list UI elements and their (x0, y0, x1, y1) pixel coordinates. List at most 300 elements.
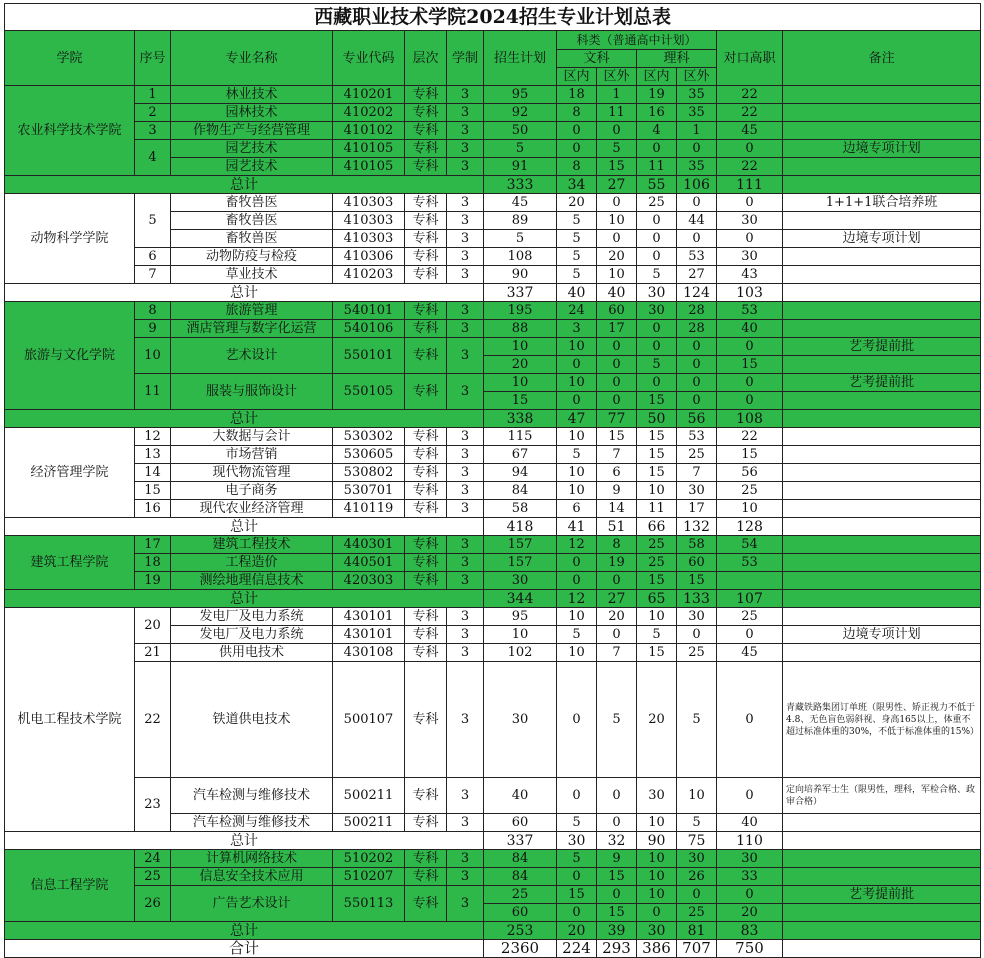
row-arts-in: 10 (557, 644, 597, 662)
subtotal-row (5, 922, 981, 940)
row-remark (783, 158, 981, 176)
table-row (5, 248, 981, 266)
row-science-out: 7 (677, 464, 717, 482)
row-code: 410201 (333, 86, 405, 104)
grand-total-label: 合计 (5, 940, 484, 958)
subtotal-science-in: 30 (637, 922, 677, 940)
row-arts-out: 19 (597, 554, 637, 572)
header-science: 理科 (637, 50, 717, 68)
table-row (5, 374, 981, 392)
row-years: 3 (447, 212, 484, 230)
row-remark (783, 644, 981, 662)
subtotal-label: 总计 (5, 590, 484, 608)
row-vocational: 30 (717, 212, 783, 230)
row-major: 畜牧兽医 (171, 230, 333, 248)
subtotal-plan: 337 (484, 832, 557, 850)
row-arts-in: 10 (557, 608, 597, 626)
table-row (5, 536, 981, 554)
row-seq: 22 (135, 662, 171, 778)
row-science-in: 0 (637, 338, 677, 356)
row-science-out: 30 (677, 850, 717, 868)
row-science-in: 5 (637, 626, 677, 644)
row-plan: 15 (484, 392, 557, 410)
subtotal-arts-in: 47 (557, 410, 597, 428)
row-years: 3 (447, 320, 484, 338)
row-science-in: 15 (637, 428, 677, 446)
row-arts-out: 0 (597, 356, 637, 374)
subtotal-remark (783, 284, 981, 302)
row-level: 专科 (405, 86, 447, 104)
table-row (5, 464, 981, 482)
row-vocational: 0 (717, 886, 783, 904)
table-row (5, 572, 981, 590)
row-science-in: 0 (637, 904, 677, 922)
table-row (5, 86, 981, 104)
row-years: 3 (447, 428, 484, 446)
subtotal-vocational: 108 (717, 410, 783, 428)
subtotal-label: 总计 (5, 922, 484, 940)
row-level: 专科 (405, 608, 447, 626)
subtotal-vocational: 110 (717, 832, 783, 850)
subtotal-remark (783, 176, 981, 194)
row-plan: 102 (484, 644, 557, 662)
row-plan: 60 (484, 904, 557, 922)
row-level: 专科 (405, 338, 447, 374)
row-vocational: 0 (717, 392, 783, 410)
row-vocational: 0 (717, 194, 783, 212)
row-remark (783, 266, 981, 284)
row-seq: 26 (135, 886, 171, 922)
row-arts-in: 20 (557, 194, 597, 212)
row-arts-in: 15 (557, 886, 597, 904)
row-remark (783, 482, 981, 500)
row-arts-in: 0 (557, 140, 597, 158)
row-arts-in: 5 (557, 212, 597, 230)
row-science-in: 11 (637, 500, 677, 518)
row-plan: 88 (484, 320, 557, 338)
row-arts-in: 3 (557, 320, 597, 338)
row-vocational: 22 (717, 104, 783, 122)
row-remark (783, 212, 981, 230)
table-row (5, 850, 981, 868)
row-plan: 30 (484, 662, 557, 778)
row-years: 3 (447, 868, 484, 886)
row-science-in: 5 (637, 266, 677, 284)
row-remark (783, 320, 981, 338)
college-name: 机电工程技术学院 (5, 608, 135, 832)
row-vocational: 0 (717, 140, 783, 158)
row-arts-in: 5 (557, 814, 597, 832)
subtotal-remark (783, 518, 981, 536)
row-years: 3 (447, 778, 484, 814)
row-vocational: 56 (717, 464, 783, 482)
row-plan: 84 (484, 868, 557, 886)
row-major: 畜牧兽医 (171, 212, 333, 230)
subtotal-arts-out: 51 (597, 518, 637, 536)
row-vocational: 54 (717, 536, 783, 554)
row-level: 专科 (405, 500, 447, 518)
row-arts-out: 0 (597, 626, 637, 644)
row-remark (783, 868, 981, 886)
row-remark (783, 428, 981, 446)
row-seq: 4 (135, 140, 171, 176)
row-arts-out: 9 (597, 850, 637, 868)
row-arts-out: 0 (597, 122, 637, 140)
row-major: 作物生产与经营管理 (171, 122, 333, 140)
subtotal-science-out: 106 (677, 176, 717, 194)
row-level: 专科 (405, 554, 447, 572)
row-level: 专科 (405, 302, 447, 320)
row-arts-out: 20 (597, 608, 637, 626)
row-arts-in: 0 (557, 554, 597, 572)
row-science-out: 0 (677, 338, 717, 356)
subtotal-science-out: 81 (677, 922, 717, 940)
row-seq: 21 (135, 644, 171, 662)
college-name: 建筑工程学院 (5, 536, 135, 590)
row-arts-in: 5 (557, 248, 597, 266)
row-seq: 24 (135, 850, 171, 868)
table-row (5, 194, 981, 212)
header-seq: 序号 (135, 31, 171, 86)
row-vocational: 10 (717, 500, 783, 518)
grand-total-science-out: 707 (677, 940, 717, 958)
row-arts-out: 10 (597, 266, 637, 284)
table-row (5, 320, 981, 338)
row-science-in: 30 (637, 778, 677, 814)
header-arts-out: 区外 (597, 68, 637, 86)
row-seq: 20 (135, 608, 171, 644)
row-code: 550113 (333, 886, 405, 922)
row-seq: 10 (135, 338, 171, 374)
row-vocational: 22 (717, 428, 783, 446)
row-major: 汽车检测与维修技术 (171, 778, 333, 814)
row-level: 专科 (405, 572, 447, 590)
row-level: 专科 (405, 644, 447, 662)
row-plan: 90 (484, 266, 557, 284)
subtotal-arts-out: 27 (597, 176, 637, 194)
row-major: 畜牧兽医 (171, 194, 333, 212)
row-science-out: 30 (677, 482, 717, 500)
row-vocational: 0 (717, 626, 783, 644)
row-years: 3 (447, 374, 484, 410)
subtotal-science-in: 66 (637, 518, 677, 536)
row-arts-in: 0 (557, 392, 597, 410)
row-arts-out: 0 (597, 338, 637, 356)
grand-total-arts-out: 293 (597, 940, 637, 958)
row-seq: 7 (135, 266, 171, 284)
subtotal-label: 总计 (5, 518, 484, 536)
row-arts-out: 9 (597, 482, 637, 500)
row-years: 3 (447, 644, 484, 662)
row-science-in: 0 (637, 320, 677, 338)
row-years: 3 (447, 814, 484, 832)
row-science-out: 5 (677, 662, 717, 778)
row-science-out: 53 (677, 428, 717, 446)
row-vocational: 0 (717, 230, 783, 248)
row-science-out: 10 (677, 778, 717, 814)
row-science-out: 5 (677, 814, 717, 832)
subtotal-science-in: 55 (637, 176, 677, 194)
header-science-out: 区外 (677, 68, 717, 86)
row-code: 530302 (333, 428, 405, 446)
row-remark (783, 392, 981, 410)
row-science-out: 15 (677, 572, 717, 590)
row-seq: 11 (135, 374, 171, 410)
row-remark (783, 814, 981, 832)
table-row (5, 482, 981, 500)
row-vocational: 0 (717, 338, 783, 356)
row-science-out: 25 (677, 644, 717, 662)
subtotal-row (5, 832, 981, 850)
row-major: 广告艺术设计 (171, 886, 333, 922)
table-row (5, 122, 981, 140)
table-title: 西藏职业技术学院2024招生专业计划总表 (5, 4, 981, 31)
row-science-in: 15 (637, 392, 677, 410)
subtotal-vocational: 128 (717, 518, 783, 536)
row-remark (783, 572, 981, 590)
table-row (5, 446, 981, 464)
row-seq: 25 (135, 868, 171, 886)
table-row (5, 886, 981, 904)
subtotal-row (5, 284, 981, 302)
row-vocational: 0 (717, 778, 783, 814)
row-remark (783, 904, 981, 922)
row-seq: 9 (135, 320, 171, 338)
row-vocational (717, 572, 783, 590)
row-remark: 定向培养军士生（限男性，理科，军检合格、政审合格） (783, 778, 981, 814)
row-level: 专科 (405, 140, 447, 158)
subtotal-science-in: 65 (637, 590, 677, 608)
subtotal-label: 总计 (5, 284, 484, 302)
plan-sheet (4, 3, 980, 957)
row-arts-in: 5 (557, 266, 597, 284)
header-vocational: 对口高职 (717, 31, 783, 86)
grand-total-row (5, 940, 981, 958)
row-science-out: 28 (677, 302, 717, 320)
row-arts-in: 5 (557, 626, 597, 644)
row-science-out: 27 (677, 266, 717, 284)
row-science-in: 20 (637, 662, 677, 778)
row-science-out: 28 (677, 320, 717, 338)
subtotal-plan: 338 (484, 410, 557, 428)
subtotal-arts-in: 12 (557, 590, 597, 608)
row-level: 专科 (405, 482, 447, 500)
row-arts-in: 0 (557, 662, 597, 778)
row-remark: 1+1+1联合培养班 (783, 194, 981, 212)
row-plan: 115 (484, 428, 557, 446)
row-vocational: 33 (717, 868, 783, 886)
row-code: 550105 (333, 374, 405, 410)
row-level: 专科 (405, 320, 447, 338)
row-science-out: 30 (677, 608, 717, 626)
row-arts-out: 0 (597, 392, 637, 410)
subtotal-row (5, 176, 981, 194)
row-science-out: 25 (677, 446, 717, 464)
row-arts-in: 0 (557, 778, 597, 814)
row-years: 3 (447, 850, 484, 868)
subtotal-vocational: 83 (717, 922, 783, 940)
row-major: 草业技术 (171, 266, 333, 284)
row-level: 专科 (405, 374, 447, 410)
row-plan: 108 (484, 248, 557, 266)
row-years: 3 (447, 500, 484, 518)
row-vocational: 25 (717, 482, 783, 500)
row-science-out: 17 (677, 500, 717, 518)
row-plan: 157 (484, 554, 557, 572)
row-remark (783, 500, 981, 518)
subtotal-remark (783, 832, 981, 850)
row-science-in: 19 (637, 86, 677, 104)
row-remark: 边境专项计划 (783, 140, 981, 158)
subtotal-science-in: 90 (637, 832, 677, 850)
row-code: 410105 (333, 158, 405, 176)
row-code: 410203 (333, 266, 405, 284)
row-plan: 92 (484, 104, 557, 122)
row-arts-in: 5 (557, 230, 597, 248)
row-years: 3 (447, 572, 484, 590)
row-arts-out: 5 (597, 662, 637, 778)
row-remark (783, 608, 981, 626)
row-science-in: 16 (637, 104, 677, 122)
row-vocational: 25 (717, 608, 783, 626)
subtotal-science-in: 30 (637, 284, 677, 302)
row-level: 专科 (405, 428, 447, 446)
row-plan: 91 (484, 158, 557, 176)
grand-total-vocational: 750 (717, 940, 783, 958)
row-vocational: 45 (717, 122, 783, 140)
row-arts-in: 10 (557, 482, 597, 500)
row-seq: 14 (135, 464, 171, 482)
row-arts-out: 0 (597, 194, 637, 212)
row-years: 3 (447, 662, 484, 778)
row-code: 440301 (333, 536, 405, 554)
row-code: 430108 (333, 644, 405, 662)
row-vocational: 15 (717, 356, 783, 374)
row-plan: 157 (484, 536, 557, 554)
row-remark: 艺考提前批 (783, 338, 981, 356)
row-science-in: 15 (637, 446, 677, 464)
row-code: 500211 (333, 814, 405, 832)
row-major: 计算机网络技术 (171, 850, 333, 868)
row-code: 410119 (333, 500, 405, 518)
row-vocational: 30 (717, 248, 783, 266)
subtotal-row (5, 590, 981, 608)
row-remark: 艺考提前批 (783, 886, 981, 904)
row-level: 专科 (405, 122, 447, 140)
row-arts-in: 8 (557, 158, 597, 176)
row-science-in: 0 (637, 248, 677, 266)
row-science-in: 25 (637, 536, 677, 554)
subtotal-arts-in: 20 (557, 922, 597, 940)
row-code: 410303 (333, 230, 405, 248)
header-plan: 招生计划 (484, 31, 557, 86)
row-major: 服装与服饰设计 (171, 374, 333, 410)
row-level: 专科 (405, 104, 447, 122)
row-science-in: 10 (637, 868, 677, 886)
row-science-out: 0 (677, 356, 717, 374)
row-seq: 1 (135, 86, 171, 104)
subtotal-label: 总计 (5, 410, 484, 428)
row-code: 410202 (333, 104, 405, 122)
row-science-out: 1 (677, 122, 717, 140)
subtotal-vocational: 103 (717, 284, 783, 302)
subtotal-remark (783, 410, 981, 428)
row-remark (783, 536, 981, 554)
table-row (5, 644, 981, 662)
row-plan: 58 (484, 500, 557, 518)
row-science-in: 25 (637, 194, 677, 212)
row-science-out: 25 (677, 904, 717, 922)
row-level: 专科 (405, 446, 447, 464)
row-level: 专科 (405, 626, 447, 644)
table-row (5, 140, 981, 158)
row-science-in: 5 (637, 356, 677, 374)
row-years: 3 (447, 338, 484, 374)
subtotal-science-out: 132 (677, 518, 717, 536)
row-years: 3 (447, 886, 484, 922)
college-name: 旅游与文化学院 (5, 302, 135, 410)
row-science-in: 4 (637, 122, 677, 140)
header-years: 学制 (447, 31, 484, 86)
row-arts-in: 0 (557, 572, 597, 590)
row-arts-in: 10 (557, 338, 597, 356)
header-remarks: 备注 (783, 31, 981, 86)
row-arts-in: 0 (557, 122, 597, 140)
row-years: 3 (447, 536, 484, 554)
row-arts-in: 24 (557, 302, 597, 320)
subtotal-label: 总计 (5, 176, 484, 194)
grand-total-remark (783, 940, 981, 958)
row-years: 3 (447, 248, 484, 266)
row-major: 园林技术 (171, 104, 333, 122)
row-science-out: 0 (677, 886, 717, 904)
row-vocational: 40 (717, 320, 783, 338)
college-name: 信息工程学院 (5, 850, 135, 922)
row-major: 测绘地理信息技术 (171, 572, 333, 590)
subtotal-arts-out: 77 (597, 410, 637, 428)
row-level: 专科 (405, 248, 447, 266)
row-major: 市场营销 (171, 446, 333, 464)
row-level: 专科 (405, 868, 447, 886)
row-vocational: 30 (717, 850, 783, 868)
row-years: 3 (447, 194, 484, 212)
row-arts-out: 0 (597, 814, 637, 832)
row-arts-in: 0 (557, 868, 597, 886)
row-major: 园艺技术 (171, 158, 333, 176)
table-row (5, 554, 981, 572)
row-arts-out: 15 (597, 158, 637, 176)
table-row (5, 778, 981, 814)
row-major: 电子商务 (171, 482, 333, 500)
row-remark (783, 248, 981, 266)
row-arts-out: 0 (597, 230, 637, 248)
row-code: 510207 (333, 868, 405, 886)
row-plan: 195 (484, 302, 557, 320)
row-arts-in: 5 (557, 446, 597, 464)
subtotal-arts-out: 40 (597, 284, 637, 302)
subtotal-label: 总计 (5, 832, 484, 850)
row-seq: 17 (135, 536, 171, 554)
header-science-in: 区内 (637, 68, 677, 86)
row-arts-out: 11 (597, 104, 637, 122)
subtotal-arts-out: 32 (597, 832, 637, 850)
row-code: 430101 (333, 608, 405, 626)
row-seq: 15 (135, 482, 171, 500)
row-code: 530802 (333, 464, 405, 482)
subtotal-plan: 344 (484, 590, 557, 608)
row-science-out: 26 (677, 868, 717, 886)
subtotal-remark (783, 590, 981, 608)
